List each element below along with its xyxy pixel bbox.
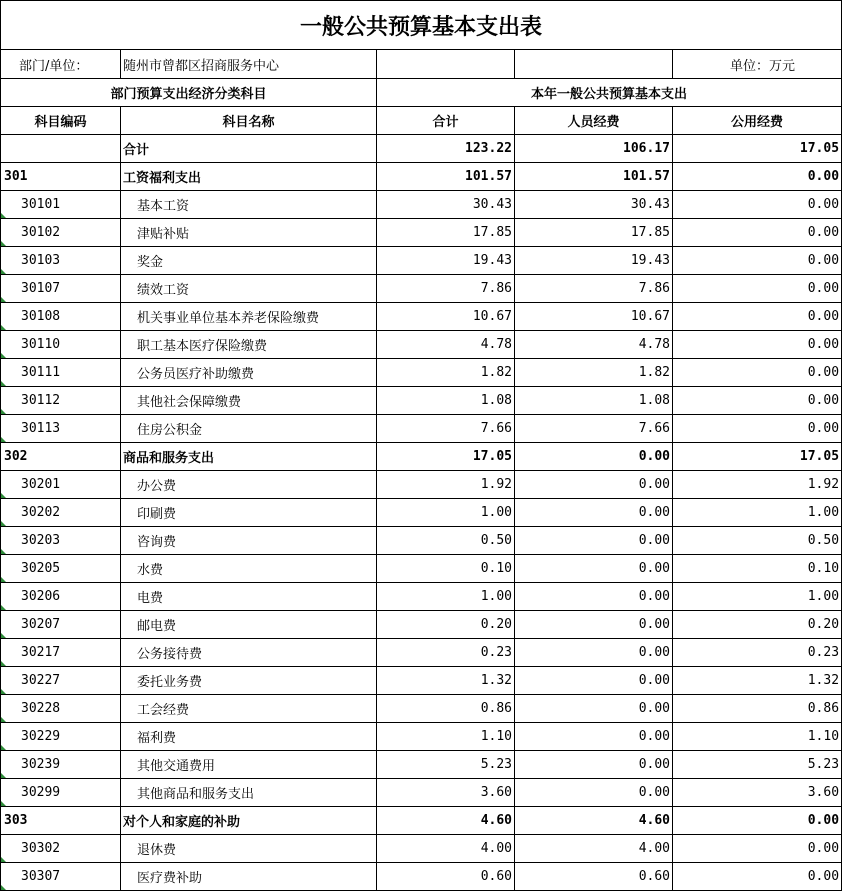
personnel-cell[interactable]: 7.66 [515, 415, 673, 443]
public-cell[interactable]: 5.23 [673, 751, 842, 779]
public-cell[interactable]: 0.86 [673, 695, 842, 723]
total-cell[interactable]: 123.22 [377, 135, 515, 163]
name-cell[interactable]: 机关事业单位基本养老保险缴费 [121, 303, 377, 331]
code-cell[interactable]: 30102 [1, 219, 121, 247]
personnel-cell[interactable]: 101.57 [515, 163, 673, 191]
code-cell[interactable]: 30207 [1, 611, 121, 639]
header-name[interactable]: 科目名称 [121, 107, 377, 135]
public-cell[interactable]: 0.00 [673, 331, 842, 359]
table-row [1, 443, 842, 471]
total-cell[interactable]: 10.67 [377, 303, 515, 331]
total-cell[interactable]: 17.05 [377, 443, 515, 471]
total-cell[interactable]: 0.20 [377, 611, 515, 639]
public-cell[interactable]: 0.00 [673, 303, 842, 331]
public-cell[interactable]: 17.05 [673, 443, 842, 471]
total-cell[interactable]: 0.50 [377, 527, 515, 555]
name-cell[interactable]: 工会经费 [121, 695, 377, 723]
code-cell[interactable]: 30239 [1, 751, 121, 779]
personnel-cell[interactable]: 19.43 [515, 247, 673, 275]
public-cell[interactable]: 0.10 [673, 555, 842, 583]
code-cell[interactable]: 30302 [1, 835, 121, 863]
table-row [1, 275, 842, 303]
name-cell[interactable]: 其他交通费用 [121, 751, 377, 779]
code-cell[interactable]: 30217 [1, 639, 121, 667]
public-cell[interactable]: 1.10 [673, 723, 842, 751]
code-cell[interactable]: 30299 [1, 779, 121, 807]
page-title[interactable]: 一般公共预算基本支出表 [1, 1, 842, 50]
personnel-cell[interactable]: 0.00 [515, 583, 673, 611]
public-cell[interactable]: 3.60 [673, 779, 842, 807]
table-row [1, 863, 842, 891]
personnel-cell[interactable]: 1.82 [515, 359, 673, 387]
code-cell[interactable]: 30227 [1, 667, 121, 695]
header-group-left[interactable]: 部门预算支出经济分类科目 [1, 79, 377, 107]
total-cell[interactable]: 3.60 [377, 779, 515, 807]
total-cell[interactable]: 4.60 [377, 807, 515, 835]
code-cell[interactable]: 301 [1, 163, 121, 191]
code-cell[interactable]: 30113 [1, 415, 121, 443]
table-row [1, 191, 842, 219]
personnel-cell[interactable]: 0.00 [515, 611, 673, 639]
total-cell[interactable]: 0.10 [377, 555, 515, 583]
header-code[interactable]: 科目编码 [1, 107, 121, 135]
name-cell[interactable]: 水费 [121, 555, 377, 583]
code-cell[interactable]: 30206 [1, 583, 121, 611]
personnel-cell[interactable]: 0.00 [515, 471, 673, 499]
table-row [1, 527, 842, 555]
code-cell[interactable]: 30228 [1, 695, 121, 723]
personnel-cell[interactable]: 0.00 [515, 667, 673, 695]
dept-value[interactable]: 随州市曾都区招商服务中心 [121, 50, 377, 79]
code-cell[interactable]: 30111 [1, 359, 121, 387]
empty-cell[interactable] [377, 50, 515, 79]
name-cell[interactable]: 奖金 [121, 247, 377, 275]
code-cell[interactable]: 30229 [1, 723, 121, 751]
name-cell[interactable]: 医疗费补助 [121, 863, 377, 891]
total-cell[interactable]: 101.57 [377, 163, 515, 191]
name-cell[interactable]: 基本工资 [121, 191, 377, 219]
table-row [1, 583, 842, 611]
total-cell[interactable]: 4.00 [377, 835, 515, 863]
personnel-cell[interactable]: 0.00 [515, 527, 673, 555]
table-row [1, 667, 842, 695]
code-cell[interactable] [1, 135, 121, 163]
unit-label[interactable]: 单位：万元 [673, 50, 842, 79]
header-public[interactable]: 公用经费 [673, 107, 842, 135]
name-cell[interactable]: 邮电费 [121, 611, 377, 639]
name-cell[interactable]: 咨询费 [121, 527, 377, 555]
total-cell[interactable]: 4.78 [377, 331, 515, 359]
name-cell[interactable]: 公务接待费 [121, 639, 377, 667]
code-cell[interactable]: 30107 [1, 275, 121, 303]
public-cell[interactable]: 0.00 [673, 807, 842, 835]
total-cell[interactable]: 5.23 [377, 751, 515, 779]
code-cell[interactable]: 30101 [1, 191, 121, 219]
total-cell[interactable]: 17.85 [377, 219, 515, 247]
total-cell[interactable]: 7.86 [377, 275, 515, 303]
personnel-cell[interactable]: 1.08 [515, 387, 673, 415]
total-cell[interactable]: 30.43 [377, 191, 515, 219]
table-row [1, 415, 842, 443]
total-cell[interactable]: 0.23 [377, 639, 515, 667]
public-cell[interactable]: 0.00 [673, 359, 842, 387]
code-cell[interactable]: 30112 [1, 387, 121, 415]
table-row [1, 779, 842, 807]
personnel-cell[interactable]: 7.86 [515, 275, 673, 303]
personnel-cell[interactable]: 106.17 [515, 135, 673, 163]
personnel-cell[interactable]: 4.60 [515, 807, 673, 835]
personnel-cell[interactable]: 4.00 [515, 835, 673, 863]
name-cell[interactable]: 工资福利支出 [121, 163, 377, 191]
table-row [1, 611, 842, 639]
table-row [1, 695, 842, 723]
table-row [1, 723, 842, 751]
header-personnel[interactable]: 人员经费 [515, 107, 673, 135]
table-row [1, 751, 842, 779]
table-row [1, 219, 842, 247]
personnel-cell[interactable]: 0.00 [515, 555, 673, 583]
header-group-right[interactable]: 本年一般公共预算基本支出 [377, 79, 842, 107]
personnel-cell[interactable]: 0.00 [515, 443, 673, 471]
public-cell[interactable]: 0.23 [673, 639, 842, 667]
public-cell[interactable]: 1.92 [673, 471, 842, 499]
total-cell[interactable]: 1.82 [377, 359, 515, 387]
table-row [1, 247, 842, 275]
dept-label[interactable]: 部门/单位： [1, 50, 121, 79]
code-cell[interactable]: 30202 [1, 499, 121, 527]
public-cell[interactable]: 0.00 [673, 835, 842, 863]
table-row [1, 499, 842, 527]
name-cell[interactable]: 职工基本医疗保险缴费 [121, 331, 377, 359]
name-cell[interactable]: 商品和服务支出 [121, 443, 377, 471]
name-cell[interactable]: 合计 [121, 135, 377, 163]
code-cell[interactable]: 30201 [1, 471, 121, 499]
name-cell[interactable]: 住房公积金 [121, 415, 377, 443]
header-total[interactable]: 合计 [377, 107, 515, 135]
name-cell[interactable]: 绩效工资 [121, 275, 377, 303]
code-cell[interactable]: 30307 [1, 863, 121, 891]
code-cell[interactable]: 30103 [1, 247, 121, 275]
code-cell[interactable]: 302 [1, 443, 121, 471]
personnel-cell[interactable]: 0.00 [515, 499, 673, 527]
personnel-cell[interactable]: 0.00 [515, 723, 673, 751]
public-cell[interactable]: 0.00 [673, 247, 842, 275]
total-cell[interactable]: 0.86 [377, 695, 515, 723]
total-cell[interactable]: 1.92 [377, 471, 515, 499]
public-cell[interactable]: 0.00 [673, 163, 842, 191]
public-cell[interactable]: 0.00 [673, 863, 842, 891]
personnel-cell[interactable]: 0.00 [515, 695, 673, 723]
total-cell[interactable]: 1.32 [377, 667, 515, 695]
name-cell[interactable]: 福利费 [121, 723, 377, 751]
table-row [1, 303, 842, 331]
personnel-cell[interactable]: 10.67 [515, 303, 673, 331]
total-cell[interactable]: 7.66 [377, 415, 515, 443]
personnel-cell[interactable]: 30.43 [515, 191, 673, 219]
code-cell[interactable]: 30108 [1, 303, 121, 331]
name-cell[interactable]: 办公费 [121, 471, 377, 499]
name-cell[interactable]: 公务员医疗补助缴费 [121, 359, 377, 387]
name-cell[interactable]: 对个人和家庭的补助 [121, 807, 377, 835]
table-row [1, 135, 842, 163]
name-cell[interactable]: 津贴补贴 [121, 219, 377, 247]
table-row [1, 807, 842, 835]
table-row [1, 639, 842, 667]
empty-cell[interactable] [515, 50, 673, 79]
public-cell[interactable]: 1.00 [673, 499, 842, 527]
code-cell[interactable]: 30203 [1, 527, 121, 555]
total-cell[interactable]: 19.43 [377, 247, 515, 275]
public-cell[interactable]: 0.20 [673, 611, 842, 639]
name-cell[interactable]: 其他社会保障缴费 [121, 387, 377, 415]
public-cell[interactable]: 0.00 [673, 387, 842, 415]
total-cell[interactable]: 1.00 [377, 583, 515, 611]
table-row [1, 555, 842, 583]
code-cell[interactable]: 30110 [1, 331, 121, 359]
public-cell[interactable]: 0.00 [673, 275, 842, 303]
public-cell[interactable]: 0.00 [673, 219, 842, 247]
name-cell[interactable]: 其他商品和服务支出 [121, 779, 377, 807]
total-cell[interactable]: 0.60 [377, 863, 515, 891]
table-row [1, 835, 842, 863]
public-cell[interactable]: 1.00 [673, 583, 842, 611]
public-cell[interactable]: 0.50 [673, 527, 842, 555]
table-row [1, 387, 842, 415]
public-cell[interactable]: 17.05 [673, 135, 842, 163]
personnel-cell[interactable]: 17.85 [515, 219, 673, 247]
personnel-cell[interactable]: 0.60 [515, 863, 673, 891]
public-cell[interactable]: 0.00 [673, 415, 842, 443]
personnel-cell[interactable]: 0.00 [515, 779, 673, 807]
public-cell[interactable]: 1.32 [673, 667, 842, 695]
table-row [1, 359, 842, 387]
code-cell[interactable]: 30205 [1, 555, 121, 583]
name-cell[interactable]: 委托业务费 [121, 667, 377, 695]
table-row [1, 163, 842, 191]
total-cell[interactable]: 1.00 [377, 499, 515, 527]
personnel-cell[interactable]: 0.00 [515, 751, 673, 779]
total-cell[interactable]: 1.08 [377, 387, 515, 415]
name-cell[interactable]: 印刷费 [121, 499, 377, 527]
name-cell[interactable]: 电费 [121, 583, 377, 611]
personnel-cell[interactable]: 4.78 [515, 331, 673, 359]
code-cell[interactable]: 303 [1, 807, 121, 835]
total-cell[interactable]: 1.10 [377, 723, 515, 751]
table-row [1, 331, 842, 359]
personnel-cell[interactable]: 0.00 [515, 639, 673, 667]
public-cell[interactable]: 0.00 [673, 191, 842, 219]
name-cell[interactable]: 退休费 [121, 835, 377, 863]
table-row [1, 471, 842, 499]
